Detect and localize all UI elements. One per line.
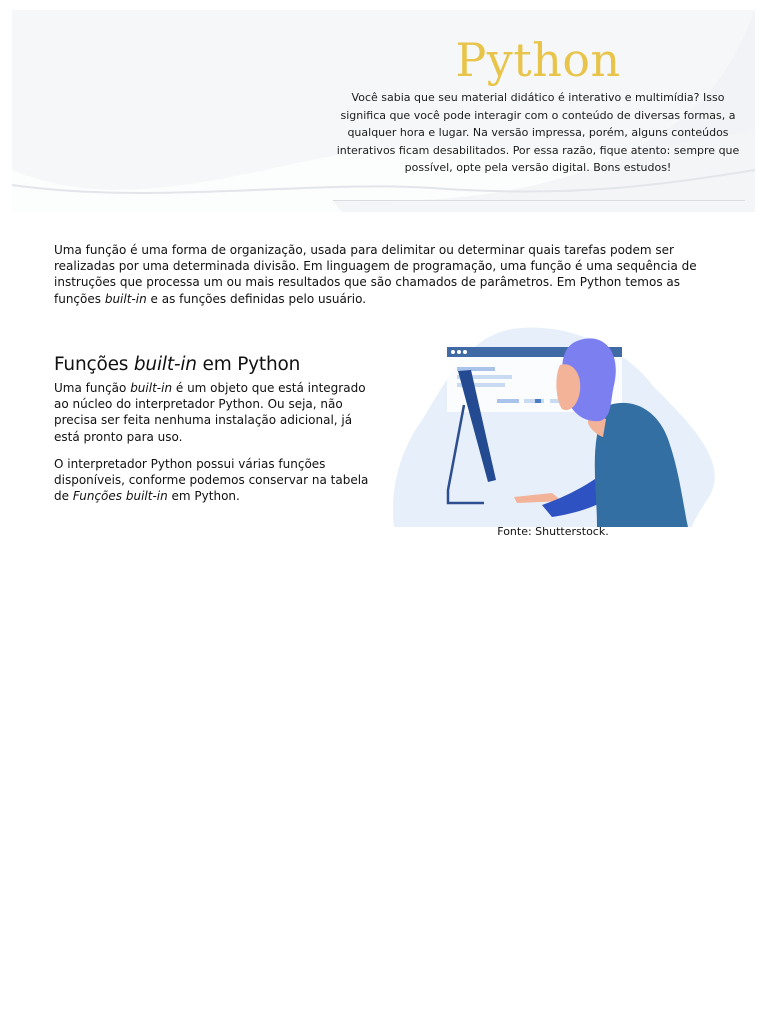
woman-at-computer-illustration <box>392 325 716 527</box>
section-paragraph-2: O interpretador Python possui várias funções disponíveis, conforme podemos conservar na tabela de Funções built-in em Python. <box>54 457 369 504</box>
figure-caption: Fonte: Shutterstock. <box>497 525 609 538</box>
banner-divider <box>333 200 745 201</box>
section-heading: Funções built-in em Python <box>54 354 301 375</box>
section-paragraph-1: Uma função built-in é um objeto que está integrado ao núcleo do interpretador Python. Ou seja, não precisa ser feita nenhuma instalação adicional, já está pronto para uso. <box>54 381 366 444</box>
intro-paragraph: Uma função é uma forma de organização, usada para delimitar ou determinar quais tarefas podem ser realizadas por uma determinada divisão. Em linguagem de programação, uma função é uma sequência de instruções que processa um ou mais resultados que são chamados de parâmetros. Em Python temos as funções built-in e as funções definidas pelo usuário. <box>54 243 697 306</box>
intro-notice: Você sabia que seu material didático é interativo e multimídia? Isso significa que você pode interagir com o conteúdo de diversas formas, a qualquer hora e lugar. Na versão impressa, porém, alguns conteúdos interativos ficam desabilitados. Por essa razão, fique atento: sempre que possível, opte pela versão digital. Bons estudos! <box>336 91 740 175</box>
page-title: Python <box>455 33 621 87</box>
